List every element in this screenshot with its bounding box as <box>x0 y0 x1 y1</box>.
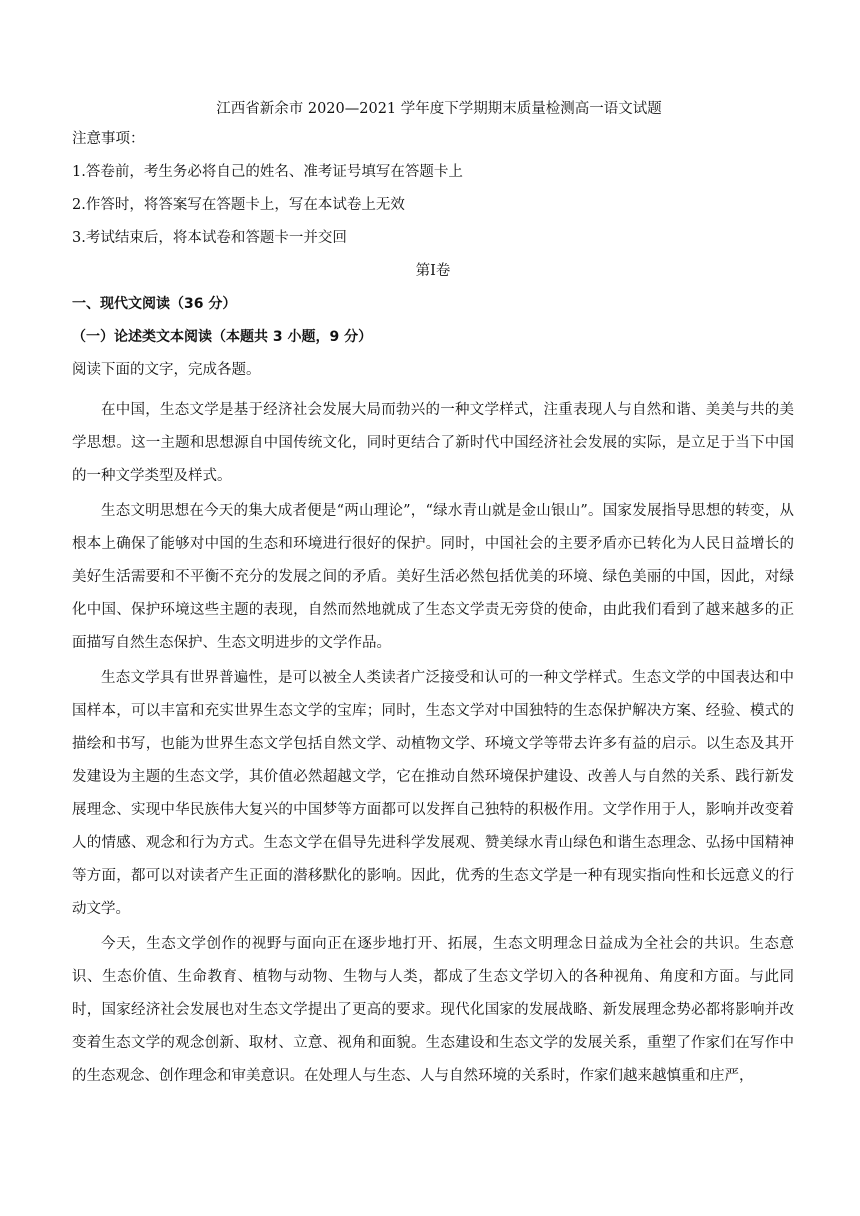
passage-paragraph-2: 生态文明思想在今天的集大成者便是“两山理论”，“绿水青山就是金山银山”。国家发展指导思想的转变，从根本上确保了能够对中国的生态和环境进行很好的保护。同时，中国社会的主要矛盾亦已转化为人民日益增长的美好生活需要和不平衡不充分的发展之间的矛盾。美好生活必然包括优美的环境、绿色美丽的中国，因此，对绿化中国、保护环境这些主题的表现，自然而然地就成了生态文学责无旁贷的使命，由此我们看到了越来越多的正面描写自然生态保护、生态文明进步的文学作品。 <box>72 503 794 651</box>
notice-item-3: 3.考试结束后，将本试卷和答题卡一并交回 <box>72 230 347 246</box>
reading-instruction: 阅读下面的文字，完成各题。 <box>72 362 261 378</box>
passage-paragraph-4: 今天，生态文学创作的视野与面向正在逐步地打开、拓展，生态文明理念日益成为全社会的共识。生态意识、生态价值、生命教育、植物与动物、生物与人类，都成了生态文学切入的各种视角、角度和方面。与此同时，国家经济社会发展也对生态文学提出了更高的要求。现代化国家的发展战略、新发展理念势必都将影响并改变着生态文学的观念创新、取材、立意、视角和面貌。生态建设和生态文学的发展关系，重塑了作家们在写作中的生态观念、创作理念和审美意识。在处理人与生态、人与自然环境的关系时，作家们越来越慎重和庄严， <box>72 936 794 1084</box>
subsection-heading: （一）论述类文本阅读（本题共 3 小题，9 分） <box>72 329 373 345</box>
exam-title: 江西省新余市 2020—2021 学年度下学期期末质量检测高一语文试题 <box>216 101 662 117</box>
notice-item-1: 1.答卷前，考生务必将自己的姓名、准考证号填写在答题卡上 <box>72 164 463 180</box>
passage-paragraph-3: 生态文学具有世界普遍性，是可以被全人类读者广泛接受和认可的一种文学样式。生态文学的中国表达和中国样本，可以丰富和充实世界生态文学的宝库；同时，生态文学对中国独特的生态保护解决方案、经验、模式的描绘和书写，也能为世界生态文学包括自然文学、动植物文学、环境文学等带去许多有益的启示。以生态及其开发建设为主题的生态文学，其价值必然超越文学，它在推动自然环境保护建设、改善人与自然的关系、践行新发展理念、实现中华民族伟大复兴的中国梦等方面都可以发挥自己独特的积极作用。文学作用于人，影响并改变着人的情感、观念和行为方式。生态文学在倡导先进科学发展观、赞美绿水青山绿色和谐生态理念、弘扬中国精神等方面，都可以对读者产生正面的潜移默化的影响。因此，优秀的生态文学是一种有现实指向性和长远意义的行动文学。 <box>72 670 794 917</box>
notice-item-2: 2.作答时，将答案写在答题卡上，写在本试卷上无效 <box>72 197 405 213</box>
passage-paragraph-1: 在中国，生态文学是基于经济社会发展大局而勃兴的一种文学样式，注重表现人与自然和谐、美美与共的美学思想。这一主题和思想源自中国传统文化，同时更结合了新时代中国经济社会发展的实际，是立足于当下中国的一种文学类型及样式。 <box>72 402 794 484</box>
volume-label: 第Ⅰ卷 <box>415 263 451 279</box>
section-heading: 一、现代文阅读（36 分） <box>72 296 237 312</box>
exam-page <box>72 98 794 1095</box>
notice-heading: 注意事项： <box>72 131 145 147</box>
